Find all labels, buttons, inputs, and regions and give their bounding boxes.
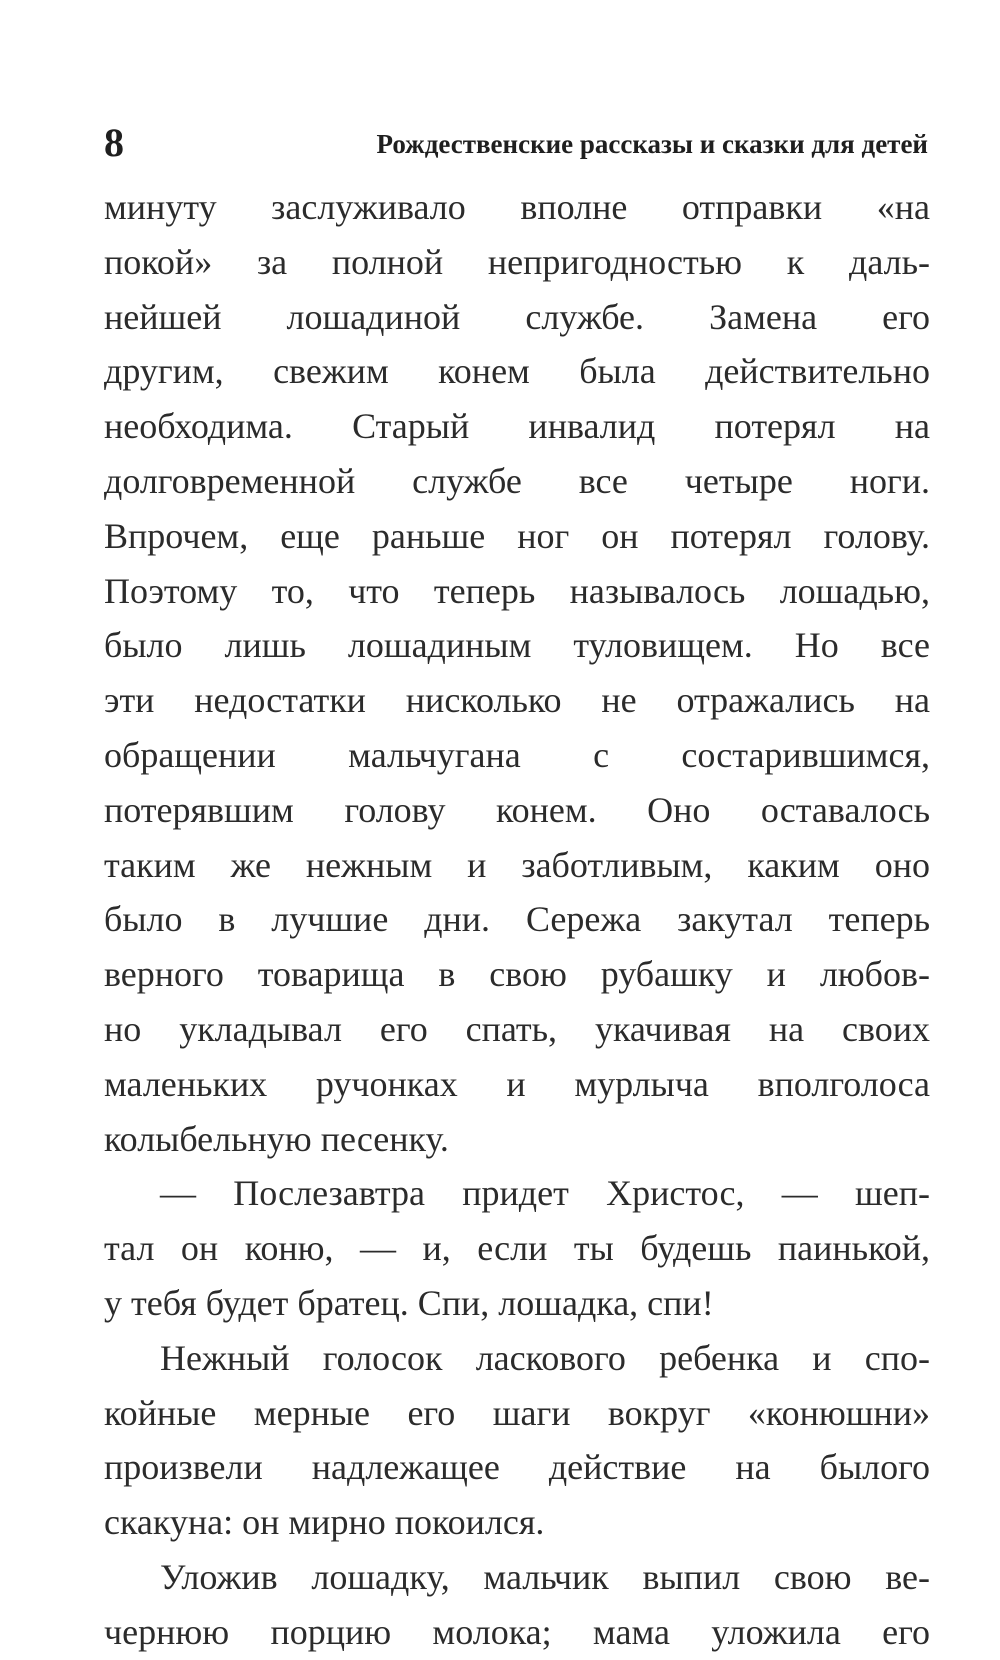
text-line: покой» за полной непригодностью к даль- [104,241,930,282]
text-line: у тебя будет братец. Спи, лошадка, спи! [104,1282,714,1323]
text-line: нейшей лошадиной службе. Замена его [104,296,930,337]
text-line: маленьких ручонках и мурлыча вполголоса [104,1063,930,1104]
paragraph [104,1331,930,1550]
text-line: таким же нежным и заботливым, каким оно [104,844,930,885]
paragraph-dialogue [104,1166,930,1330]
page-number: 8 [104,120,124,165]
text-line: эти недостатки нисколько не отражались на [104,680,930,721]
text-line: потерявшим голову конем. Оно оставалось [104,789,930,830]
text-line: тал он коню, — и, если ты будешь паинькой, [104,1228,930,1269]
text-line: Уложив лошадку, мальчик выпил свою ве- [160,1556,930,1597]
text-line: минуту заслуживало вполне отправки «на [104,187,930,227]
paragraph [104,1550,930,1660]
text-line: колыбельную песенку. [104,1118,449,1159]
text-line: необходима. Старый инвалид потерял на [104,406,930,447]
paragraph-continuation [104,180,930,1166]
running-title: Рождественские рассказы и сказки для детей [376,129,928,159]
text-line: Нежный голосок ласкового ребенка и спо- [160,1337,930,1378]
body-text [104,180,930,1660]
text-line: было лишь лошадиным туловищем. Но все [104,625,930,666]
text-line: другим, свежим конем была действительно [104,351,930,392]
text-line: произвели надлежащее действие на былого [104,1447,930,1488]
text-line: верного товарища в свою рубашку и любов- [104,954,930,995]
text-line: койные мерные его шаги вокруг «конюшни» [104,1392,930,1433]
text-line: — Послезавтра придет Христос, — шеп- [160,1173,930,1214]
text-line: но укладывал его спать, укачивая на своих [104,1008,930,1049]
text-line: было в лучшие дни. Сережа закутал теперь [104,899,930,940]
text-line: Поэтому то, что теперь называлось лошадью, [104,570,930,611]
text-line: чернюю порцию молока; мама уложила его [104,1611,930,1652]
text-line: обращении мальчугана с состарившимся, [104,734,930,775]
text-line: долговременной службе все четыре ноги. [104,460,930,501]
text-line: скакуна: он мирно покоился. [104,1502,545,1543]
running-header [104,118,928,168]
text-line: Впрочем, еще раньше ног он потерял голову. [104,515,930,556]
